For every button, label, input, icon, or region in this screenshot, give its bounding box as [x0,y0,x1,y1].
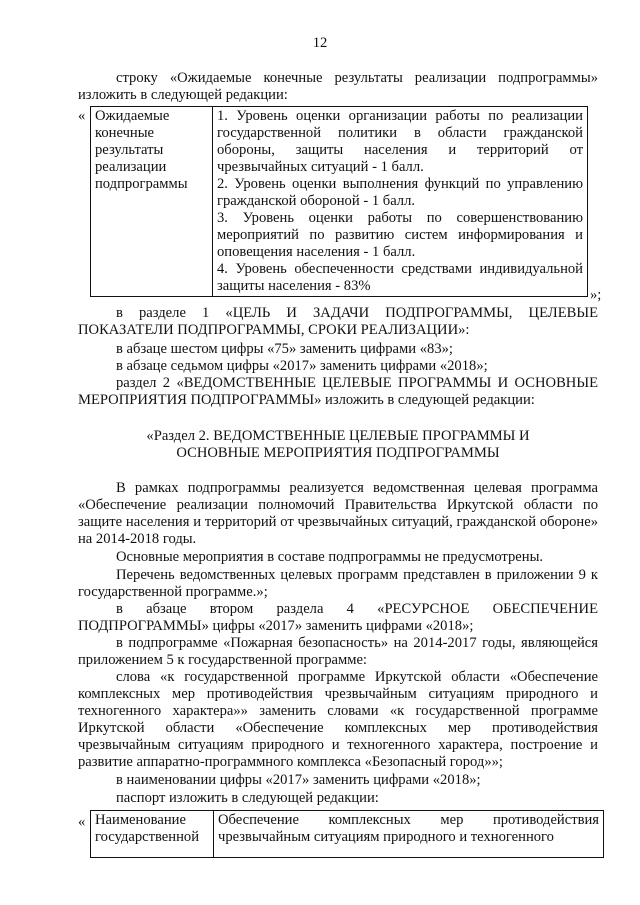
results-table [90,106,588,297]
page-number: 12 [312,35,328,51]
table-cell-results [213,107,588,297]
list-item: 4. Уровень обеспеченности средствами индивидуальной защиты населения - 83% [217,261,583,294]
table-cell-label: Наименование государственной [91,811,214,858]
paragraph-abzac6: в абзаце шестом цифры «75» заменить цифрами «83»; [116,341,453,357]
table1-close-quote: »; [590,287,602,303]
paragraph-section2: раздел 2 «ВЕДОМСТВЕННЫЕ ЦЕЛЕВЫЕ ПРОГРАММЫ И ОСНОВНЫЕ МЕРОПРИЯТИЯ ПОДПРОГРАММЫ» изложить в следующей редакции: [78,375,598,408]
paragraph-passport: паспорт изложить в следующей редакции: [116,790,379,806]
table-cell-value: Обеспечение комплексных мер противодействия чрезвычайным ситуациям природного и техногенного [214,811,604,858]
section2-heading-line2: ОСНОВНЫЕ МЕРОПРИЯТИЯ ПОДПРОГРАММЫ [176,445,500,461]
paragraph-name-replace: в наименовании цифры «2017» заменить цифрами «2018»; [116,772,481,788]
passport-table [90,810,604,858]
paragraph-words-replace: слова «к государственной программе Иркутской области «Обеспечение комплексных мер противодействия чрезвычайным ситуациям природного и техногенного характера»» заменить словами «к государственной программе Иркутской области «Обеспечение комплексных мер противодействия чрезвычайным ситуациям природного и техногенного характера, построение и развитие аппаратно-программного комплекса «Безопасный город»»; [78,669,598,770]
paragraph-section1: в разделе 1 «ЦЕЛЬ И ЗАДАЧИ ПОДПРОГРАММЫ, ЦЕЛЕВЫЕ ПОКАЗАТЕЛИ ПОДПРОГРАММЫ, СРОКИ РЕАЛИЗАЦИИ»: [78,305,598,338]
paragraph-vcp: В рамках подпрограммы реализуется ведомственная целевая программа «Обеспечение реализации полномочий Правительства Иркутской области по защите населения и территорий от чрезвычайных ситуаций, гражданской обороне» на 2014-2018 годы. [78,480,598,547]
paragraph-section4: в абзаце втором раздела 4 «РЕСУРСНОЕ ОБЕСПЕЧЕНИЕ ПОДПРОГРАММЫ» цифры «2017» заменить цифрами «2018»; [78,601,598,634]
list-item: 3. Уровень оценки работы по совершенствованию мероприятий по развитию систем информирования и оповещения населения - 1 балл. [217,210,583,260]
paragraph-no-measures: Основные мероприятия в составе подпрограммы не предусмотрены. [116,549,544,565]
intro-paragraph: строку «Ожидаемые конечные результаты реализации подпрограммы» изложить в следующей редакции: [78,70,598,103]
table-row [91,107,588,297]
paragraph-abzac7: в абзаце седьмом цифры «2017» заменить цифрами «2018»; [116,358,488,374]
list-item: 2. Уровень оценки выполнения функций по управлению гражданской обороной - 1 балл. [217,176,583,209]
section2-heading-line1: «Раздел 2. ВЕДОМСТВЕННЫЕ ЦЕЛЕВЫЕ ПРОГРАММЫ И [146,428,530,444]
table-cell-label: Ожидаемые конечные результаты реализации подпрограммы [91,107,213,297]
table1-open-quote: « [78,108,86,124]
table-row [91,811,604,858]
list-item: 1. Уровень оценки организации работы по реализации государственной политики в области гражданской обороны, защиты населения и территорий от чрезвычайных ситуаций - 1 балл. [217,108,583,175]
table2-open-quote: « [78,814,86,830]
paragraph-fire-safety: в подпрограмме «Пожарная безопасность» на 2014-2017 годы, являющейся приложением 5 к государственной программе: [78,635,598,668]
paragraph-list: Перечень ведомственных целевых программ представлен в приложении 9 к государственной программе.»; [78,567,598,600]
